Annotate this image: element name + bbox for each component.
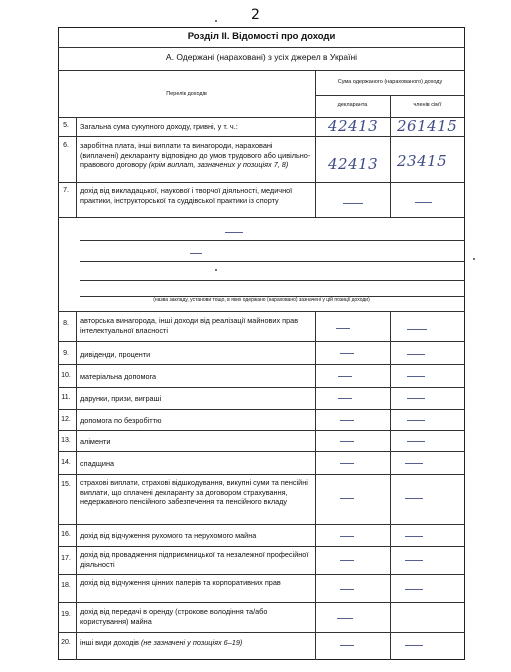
blank-line — [80, 240, 465, 241]
rule — [58, 451, 465, 452]
rule — [58, 632, 465, 633]
rule — [58, 47, 465, 48]
row-number: 15. — [61, 481, 71, 488]
row-number: 9. — [63, 350, 69, 357]
empty-value-dash — [340, 353, 354, 354]
row-text: аліменти — [80, 437, 111, 446]
rule — [58, 70, 465, 71]
row-number: 11. — [61, 394, 71, 401]
row-number: 18. — [61, 582, 71, 589]
rule — [58, 387, 465, 388]
empty-value-dash — [340, 645, 354, 646]
empty-value-dash — [338, 376, 352, 377]
empty-value-dash — [340, 463, 354, 464]
empty-value-dash — [407, 420, 425, 421]
scan-speck — [215, 269, 217, 271]
empty-value-dash — [407, 398, 425, 399]
rule — [58, 409, 465, 410]
empty-value-dash — [343, 203, 363, 204]
rule — [58, 364, 465, 365]
empty-value-dash — [340, 420, 354, 421]
row-number: 19. — [61, 611, 71, 618]
empty-value-dash — [407, 376, 425, 377]
row-text: авторська винагорода, інші доходи від реалізації майнових прав інтелектуальної власності — [80, 316, 299, 335]
column-header-family: членів сім'ї — [413, 102, 442, 108]
row-number: 6. — [63, 142, 69, 149]
row-number: 16. — [61, 531, 71, 538]
rule — [58, 524, 465, 525]
row-number: 14. — [61, 459, 71, 466]
rule — [58, 574, 465, 575]
empty-value-dash — [405, 589, 423, 590]
row-text: дохід від відчуження рухомого та нерухомого майна — [80, 531, 257, 540]
page-number: 2 — [251, 7, 260, 23]
row-text: страхові виплати, страхові відшкодування, викупні суми та пенсійні виплати, що сплачені декларанту за договором страхування, недержавного пенсійного забезпечення та пенсійного вкладу — [80, 478, 308, 507]
family-total-income: 261415 — [397, 117, 458, 135]
rule — [58, 217, 465, 218]
row-number: 5. — [63, 122, 69, 129]
scan-speck — [473, 258, 475, 260]
empty-value-dash — [338, 398, 352, 399]
column-divider — [315, 70, 316, 217]
empty-value-dash — [340, 498, 354, 499]
empty-value-dash — [405, 560, 423, 561]
row-number: 17. — [61, 555, 71, 562]
empty-value-dash — [225, 232, 243, 233]
row-text: дохід від викладацької, наукової і творчої діяльності, медичної практики, інструкторської та суддівської практики із спорту — [80, 186, 293, 205]
row-number: 10. — [61, 372, 71, 379]
empty-value-dash — [190, 253, 202, 254]
row-number: 20. — [61, 639, 71, 646]
column-header-declarant: декларанта — [337, 102, 368, 108]
rule — [58, 311, 465, 312]
rule — [58, 546, 465, 547]
declarant-total-income: 42413 — [328, 117, 379, 135]
empty-value-dash — [415, 202, 432, 203]
empty-value-dash — [405, 536, 423, 537]
column-header-amount: Сума одержаного (нарахованого) доходу — [337, 79, 443, 85]
empty-value-dash — [407, 329, 427, 330]
rule — [58, 602, 465, 603]
section-title: Розділ ІІ. Відомості про доходи — [187, 31, 336, 42]
empty-value-dash — [407, 441, 425, 442]
row-number: 13. — [61, 437, 71, 444]
row-text: Загальна сума сукупного доходу, гривні, у т. ч.: — [80, 122, 238, 131]
empty-value-dash — [405, 498, 423, 499]
rule — [58, 430, 465, 431]
row-text: дохід від передачі в оренду (строкове володіння та/або користування) майна — [80, 607, 268, 626]
row-text: дивіденди, проценти — [80, 350, 151, 359]
empty-value-dash — [407, 354, 425, 355]
blank-line — [80, 261, 465, 262]
column-header-list: Перелік доходів — [166, 91, 207, 97]
subsection-title: А. Одержані (нараховані) з усіх джерел в Україні — [165, 52, 358, 62]
rule — [58, 341, 465, 342]
blank-line — [80, 280, 465, 281]
empty-value-dash — [340, 536, 354, 537]
row-text: заробітна плата, інші виплати та винагороди, нараховані (виплачені) декларанту відповідно до умов трудового або цивільно-правового договору (крім виплат, зазначених у позиціях 7, 8) — [80, 141, 311, 170]
row-number: 7. — [63, 187, 69, 194]
row-text: дарунки, призи, виграші — [80, 394, 162, 403]
row-text: спадщина — [80, 459, 115, 468]
empty-value-dash — [340, 589, 354, 590]
empty-value-dash — [337, 618, 353, 619]
row-text: дохід від провадження підприємницької та незалежної професійної діяльності — [80, 550, 309, 569]
row-text: інші види доходів (не зазначені у позиціях 6–19) — [80, 638, 243, 647]
empty-value-dash — [340, 441, 354, 442]
blank-rows-note: (назва закладу, установи тощо, в яких одержано (нараховано) зазначені у цій позиції доходи) — [153, 297, 370, 303]
declarant-salary: 42413 — [328, 155, 379, 173]
row-number: 12. — [61, 416, 71, 423]
column-divider — [390, 95, 391, 217]
rule — [58, 136, 465, 137]
empty-value-dash — [405, 463, 423, 464]
empty-value-dash — [336, 328, 350, 329]
empty-value-dash — [340, 560, 354, 561]
rule — [58, 182, 465, 183]
row-text: допомога по безробіттю — [80, 416, 162, 425]
empty-value-dash — [405, 645, 423, 646]
row-text: дохід від відчуження цінних паперів та корпоративних прав — [80, 578, 281, 587]
number-divider — [76, 117, 77, 217]
row-number: 8. — [63, 320, 69, 327]
rule — [58, 474, 465, 475]
scan-speck — [215, 20, 217, 22]
family-salary: 23415 — [397, 152, 448, 170]
row-text: матеріальна допомога — [80, 372, 157, 381]
